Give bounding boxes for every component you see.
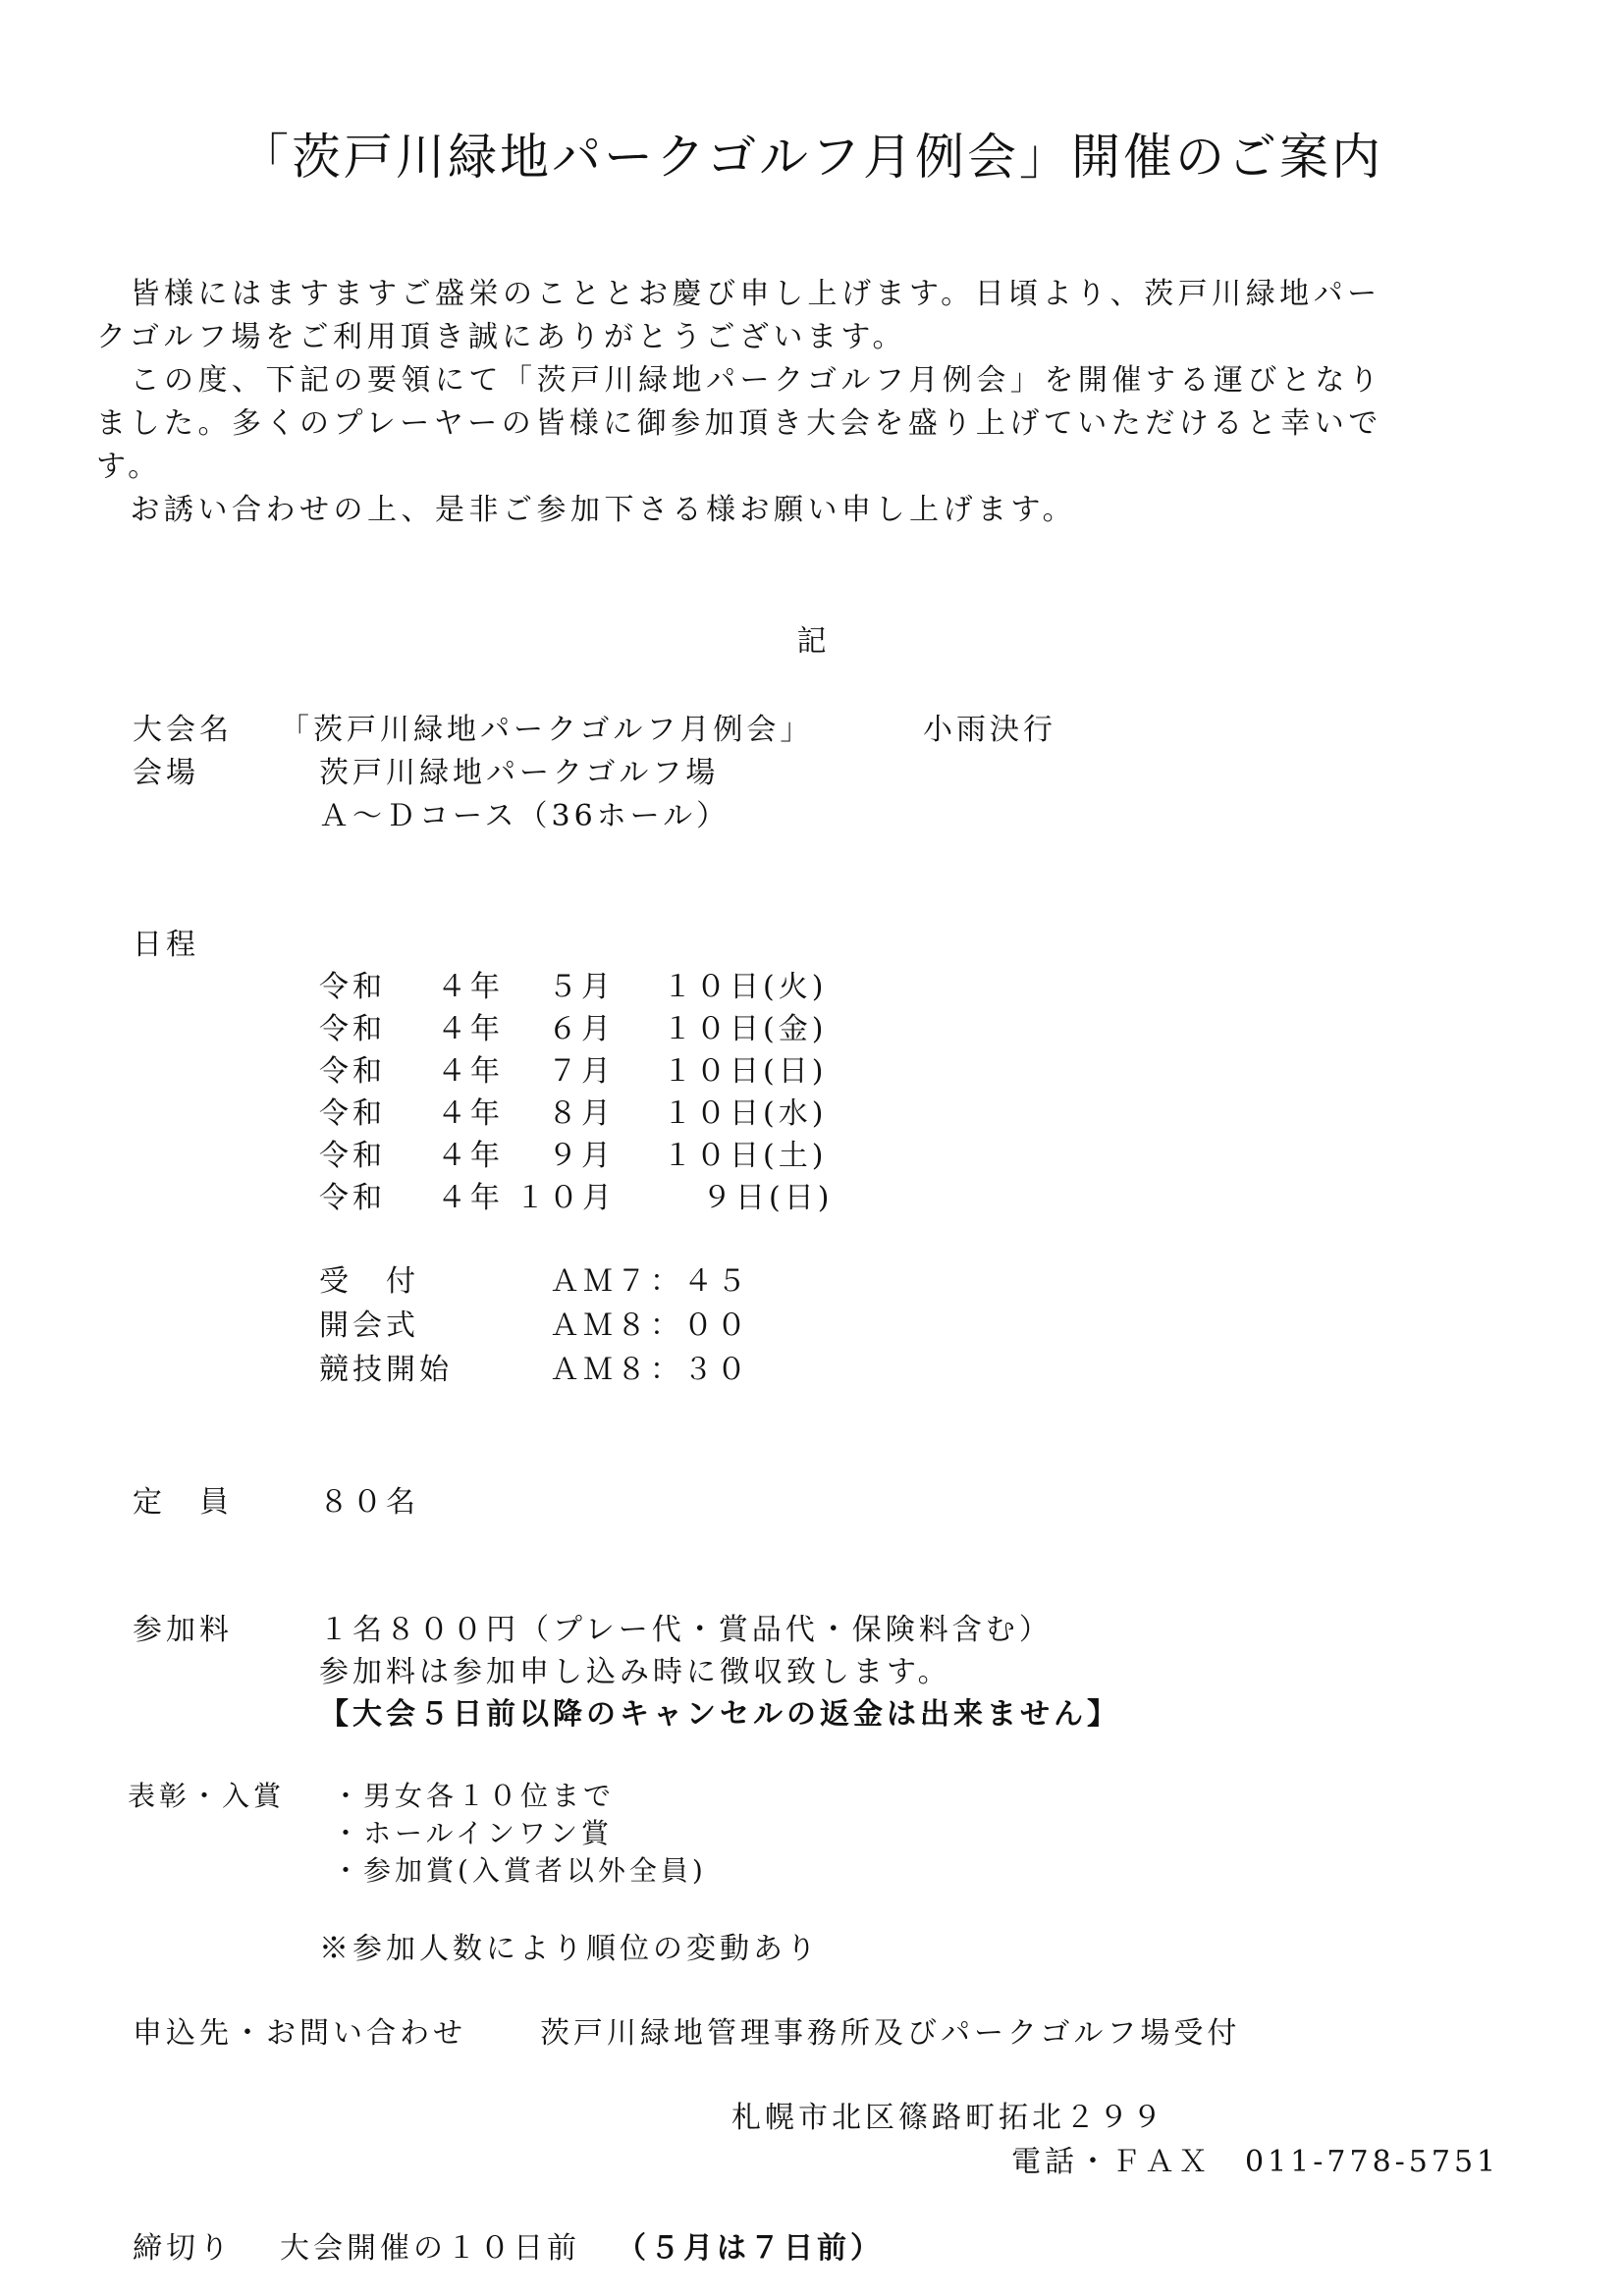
venue-course: Ａ～Ｄコース（36ホール） — [319, 799, 730, 833]
venue-label: 会場 — [133, 756, 199, 790]
capacity-label: 定 員 — [133, 1485, 233, 1520]
date-month: ５月 — [548, 970, 615, 1004]
date-day: １０日(金) — [663, 1012, 828, 1046]
date-day: １０日(水) — [663, 1096, 828, 1131]
tournament-label: 大会名 — [133, 713, 233, 747]
schedule-label: 日程 — [133, 928, 199, 962]
fee-line-3: 【大会５日前以降のキャンセルの返金は出来ません】 — [319, 1697, 1120, 1732]
time-label: 受 付 — [319, 1264, 419, 1299]
date-year: ４年 — [437, 1181, 504, 1215]
venue-name: 茨戸川緑地パークゴルフ場 — [319, 756, 720, 790]
intro-line-3: この度、下記の要領にて「茨戸川緑地パークゴルフ月例会」を開催する運びとなり — [96, 363, 1383, 398]
time-label: 開会式 — [319, 1308, 419, 1343]
date-day: １０日(日) — [663, 1054, 828, 1089]
contact-label: 申込先・お問い合わせ — [133, 2016, 466, 2051]
capacity-value: ８０名 — [319, 1485, 419, 1520]
time-value: ＡＭ７：４５ — [550, 1264, 750, 1299]
fee-line-2: 参加料は参加申し込み時に徴収致します。 — [319, 1655, 951, 1689]
tournament-note: 小雨決行 — [923, 713, 1056, 747]
date-month: ７月 — [548, 1054, 615, 1089]
tournament-name: 「茨戸川緑地パークゴルフ月例会」 — [280, 713, 814, 747]
intro-line-2: クゴルフ場をご利用頂き誠にありがとうございます。 — [96, 320, 906, 354]
page-title: 「茨戸川緑地パークゴルフ月例会」開催のご案内 — [240, 129, 1383, 186]
date-day: １０日(火) — [663, 970, 828, 1004]
date-year: ４年 — [437, 1139, 504, 1173]
intro-line-6: お誘い合わせの上、是非ご参加下さる様お願い申し上げます。 — [96, 493, 1077, 527]
contact-address: 札幌市北区篠路町拓北２９９ — [731, 2101, 1165, 2135]
intro-line-1: 皆様にはますますご盛栄のこととお慶び申し上げます。日頃より、茨戸川緑地パー — [96, 277, 1381, 311]
date-era: 令和 — [319, 1181, 386, 1215]
fee-label: 参加料 — [133, 1613, 233, 1647]
date-era: 令和 — [319, 970, 386, 1004]
intro-line-5: す。 — [96, 450, 162, 484]
time-label: 競技開始 — [319, 1353, 453, 1387]
date-year: ４年 — [437, 1054, 504, 1089]
date-year: ４年 — [437, 1012, 504, 1046]
date-era: 令和 — [319, 1054, 386, 1089]
deadline-note: （５月は７日前） — [617, 2231, 884, 2266]
date-month: ８月 — [548, 1096, 615, 1131]
awards-item: ・男女各１０位まで — [332, 1780, 616, 1812]
date-era: 令和 — [319, 1139, 386, 1173]
date-year: ４年 — [437, 1096, 504, 1131]
date-era: 令和 — [319, 1012, 386, 1046]
contact-place: 茨戸川緑地管理事務所及びパークゴルフ場受付 — [540, 2016, 1241, 2051]
contact-phone: 電話・ＦＡＸ 011-778-5751 — [1011, 2145, 1500, 2179]
date-era: 令和 — [319, 1096, 386, 1131]
date-month: １０月 — [515, 1181, 616, 1215]
awards-label: 表彰・入賞 — [128, 1780, 286, 1812]
date-day: ９日(日) — [702, 1181, 834, 1215]
intro-line-4: ました。多くのプレーヤーの皆様に御参加頂き大会を盛り上げていただけると幸いで — [96, 406, 1382, 441]
deadline-label: 締切り — [133, 2231, 233, 2266]
date-month: ９月 — [548, 1139, 615, 1173]
date-day: １０日(土) — [663, 1139, 828, 1173]
time-value: ＡＭ８：００ — [550, 1308, 750, 1343]
date-year: ４年 — [437, 970, 504, 1004]
ki-heading: 記 — [796, 624, 827, 659]
date-month: ６月 — [548, 1012, 615, 1046]
awards-note: ※参加人数により順位の変動あり — [319, 1932, 820, 1966]
fee-line-1: １名８００円（プレー代・賞品代・保険料含む） — [319, 1613, 1053, 1647]
awards-item: ・ホールインワン賞 — [332, 1817, 614, 1849]
time-value: ＡＭ８：３０ — [550, 1353, 750, 1387]
awards-item: ・参加賞(入賞者以外全員) — [332, 1854, 707, 1887]
deadline-text: 大会開催の１０日前 — [280, 2231, 580, 2266]
